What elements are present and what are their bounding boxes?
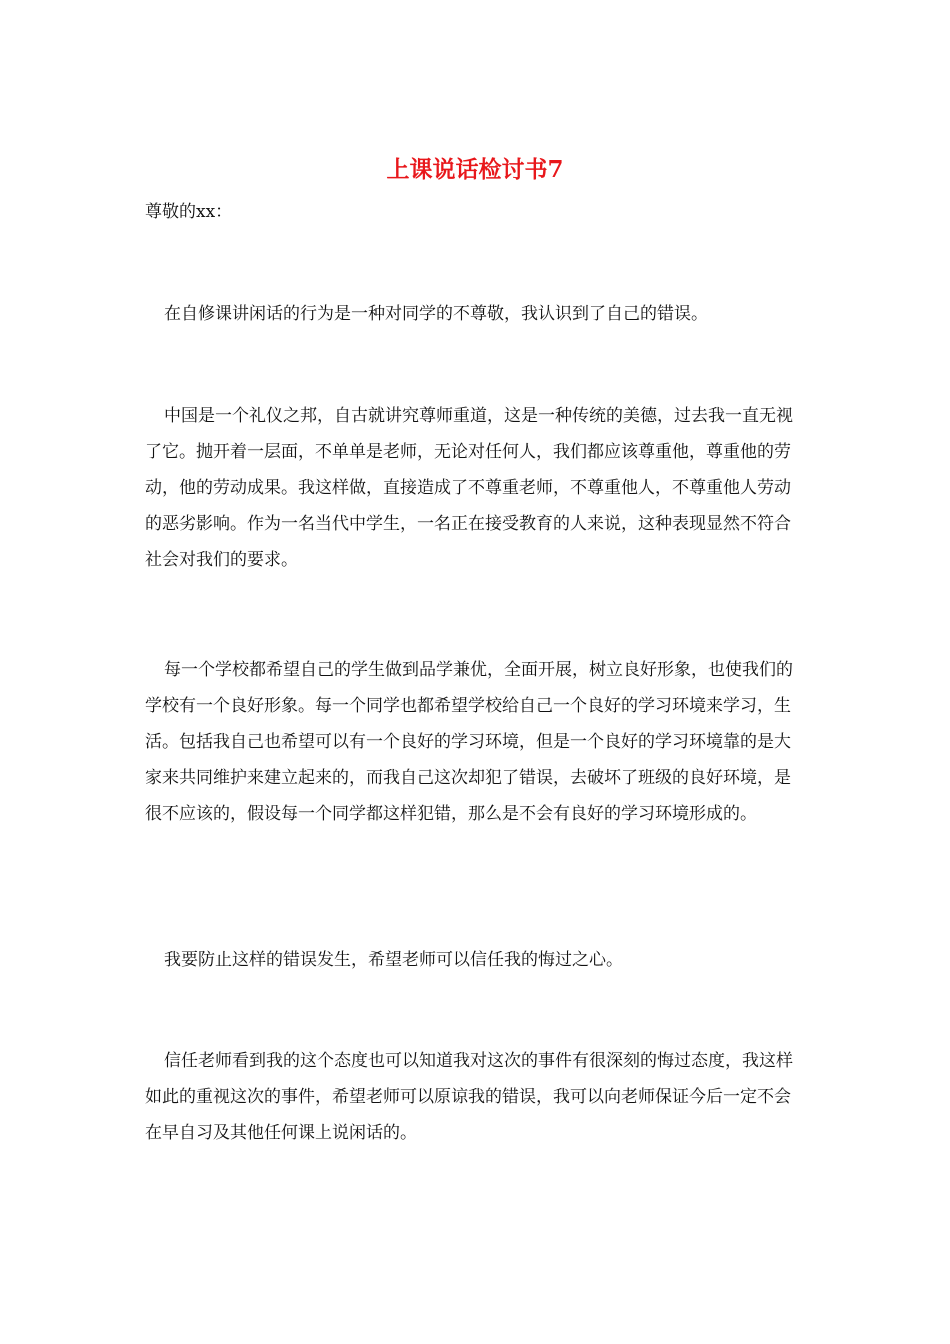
document-title: 上课说话检讨书7: [386, 156, 564, 183]
paragraph-2: 中国是一个礼仪之邦，自古就讲究尊师重道，这是一种传统的美德，过去我一直无视了它。抛开着一层面，不单单是老师，无论对任何人，我们都应该尊重他，尊重他的劳动，他的劳动成果。我这样做，直接造成了不尊重老师，不尊重他人，不尊重他人劳动的恶劣影响。作为一名当代中学生，一名正在接受教育的人来说，这种表现显然不符合社会对我们的要求。: [145, 406, 793, 570]
paragraph-3: 每一个学校都希望自己的学生做到品学兼优，全面开展，树立良好形象，也使我们的学校有一个良好形象。每一个同学也都希望学校给自己一个良好的学习环境来学习，生活。包括我自己也希望可以有一个良好的学习环境，但是一个良好的学习环境靠的是大家来共同维护来建立起来的，而我自己这次却犯了错误，去破坏了班级的良好环境，是很不应该的，假设每一个同学都这样犯错，那么是不会有良好的学习环境形成的。: [145, 660, 793, 824]
paragraph-1: 在自修课讲闲话的行为是一种对同学的不尊敬，我认识到了自己的错误。: [164, 304, 708, 324]
paragraph-4: 我要防止这样的错误发生，希望老师可以信任我的悔过之心。: [164, 950, 623, 970]
salutation: 尊敬的xx：: [145, 202, 233, 222]
paragraph-5: 信任老师看到我的这个态度也可以知道我对这次的事件有很深刻的悔过态度，我这样如此的重视这次的事件，希望老师可以原谅我的错误，我可以向老师保证今后一定不会在早自习及其他任何课上说闲话的。: [145, 1051, 793, 1143]
